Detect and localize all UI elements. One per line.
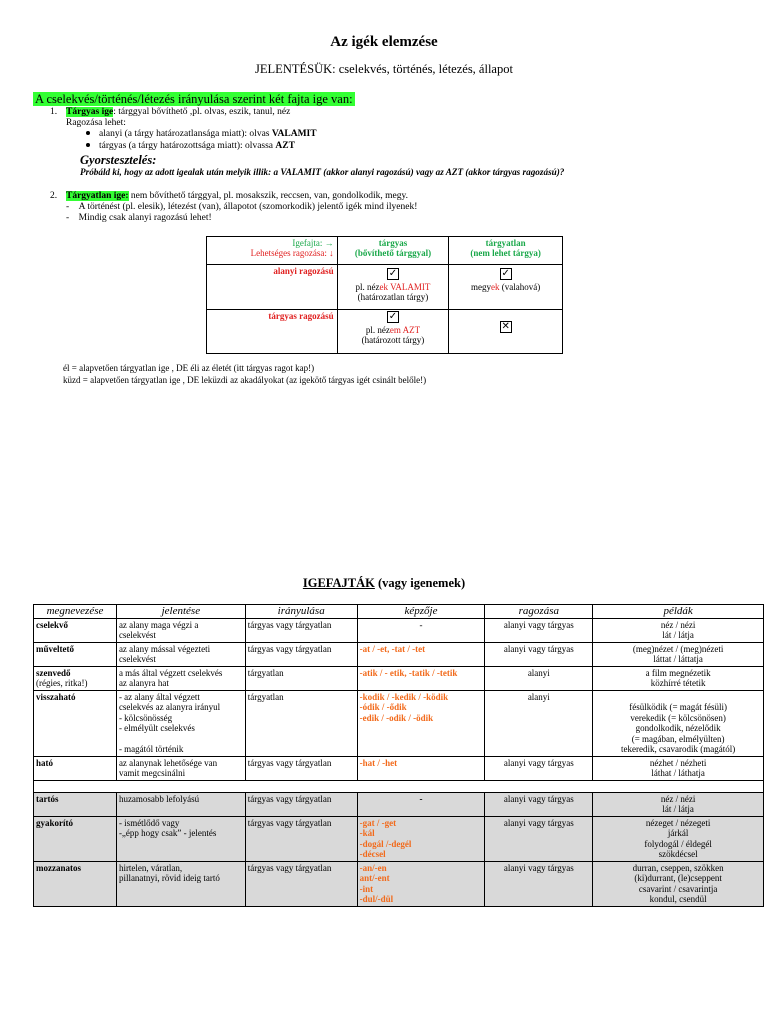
table1-row-alanyi xyxy=(207,265,338,310)
igefajta-jelentes: az alany maga végzi a xyxy=(118,619,199,630)
table1-col1-sub: (bővíthető tárggyal) xyxy=(354,248,432,258)
table1-r2c1-obj: AZT xyxy=(400,325,421,335)
quiz-title: Gyorstesztelés: xyxy=(80,153,157,167)
igefajtak-table xyxy=(33,604,764,907)
table1-cell-targyas-targyas xyxy=(337,310,449,354)
table1-row-targyas xyxy=(207,310,338,354)
table-row xyxy=(34,618,764,642)
igefajta-pelda: nézhet / nézheti xyxy=(649,757,707,768)
igefajta-jelentes: az alanynak lehetősége van xyxy=(118,757,218,768)
table1-cell-alanyi-targyatlan xyxy=(449,265,563,310)
igefajta-ragozas: alanyi vagy tárgyas xyxy=(503,817,574,828)
igefajta-name-cell xyxy=(34,816,117,861)
igefajta-pelda: szökdécsel xyxy=(658,849,698,859)
igefajta-kepzo: -hat / -het xyxy=(359,757,398,768)
igefajta-iranyulas-cell xyxy=(245,792,357,816)
igefajta-jelentes-cell xyxy=(116,642,245,666)
igefajta-kepzo: - xyxy=(419,793,423,804)
igefajta-kepzo-cell xyxy=(357,861,485,906)
igefajta-jelentes: -„épp hogy csak” - jelentés xyxy=(118,828,217,838)
igefajta-kepzo: -int xyxy=(359,883,374,894)
igefajta-jelentes-cell xyxy=(116,792,245,816)
igefajta-pelda xyxy=(595,692,761,703)
igefajta-pelda: durran, cseppen, szökken xyxy=(632,862,724,873)
igefajta-pelda: verekedik (= kölcsönösen) xyxy=(630,712,726,723)
igefajta-peldak-cell xyxy=(593,792,764,816)
igefajta-jelentes: vamit megcsinálni xyxy=(118,768,186,778)
igefajta-pelda: tekeredik, csavarodik (magától) xyxy=(621,744,736,754)
igefajta-peldak-cell xyxy=(593,690,764,756)
table2-header: képzője xyxy=(357,605,485,619)
igefajta-kepzo: - xyxy=(419,619,423,630)
table1-r2c1-suf: em xyxy=(389,325,401,335)
table2-header: ragozása xyxy=(485,605,593,619)
table1-row2-label: tárgyas ragozású xyxy=(268,311,334,321)
igefajtak-title-main: IGEFAJTÁK xyxy=(302,576,375,590)
table1-col2-title: tárgyatlan xyxy=(485,238,526,248)
igefajta-name: ható xyxy=(36,757,54,768)
igefajta-kepzo-cell xyxy=(357,756,485,780)
igefajta-ragozas: alanyi vagy tárgyas xyxy=(503,757,574,768)
table1-r1c2-suf: ek xyxy=(491,282,500,292)
igefajta-name: gyakorító xyxy=(36,817,73,828)
igefajta-jelentes-cell xyxy=(116,666,245,690)
table2-header-row xyxy=(34,605,764,619)
table-row xyxy=(34,756,764,780)
igefajta-pelda: lát / látja xyxy=(662,630,694,640)
igefajta-kepzo-cell xyxy=(357,816,485,861)
igefajta-jelentes-cell xyxy=(116,618,245,642)
item1-rest: : tárggyal bővíthető ,pl. olvas, eszik, tanul, néz xyxy=(113,107,291,117)
igefajta-pelda: gondolkodik, nézelődik xyxy=(635,723,721,733)
igefajta-kepzo: -atik / - etik, -tatik / -tetik xyxy=(359,667,458,678)
igefajta-kepzo: -dogál /-degél xyxy=(359,838,412,849)
item2-label: Tárgyatlan ige: xyxy=(66,191,129,201)
table1-r2c1-pre: pl. néz xyxy=(365,325,390,335)
table2-header: megnevezése xyxy=(34,605,117,619)
igefajta-peldak-cell xyxy=(593,618,764,642)
igefajta-jelentes: pillanatnyi, rövid ideig tartó xyxy=(118,873,220,883)
igefajta-pelda: közhírré tétetik xyxy=(650,678,706,688)
table1-col1-title: tárgyas xyxy=(378,238,408,248)
table1-igefajta: Igefajta: → xyxy=(292,238,334,248)
quiz-text: Próbáld ki, hogy az adott igealak után melyik illik: a VALAMIT (akkor alanyi ragozású) vagy az AZT (akkor tárgyas ragozású)? xyxy=(80,167,565,177)
table-row xyxy=(34,690,764,756)
igefajta-peldak-cell xyxy=(593,666,764,690)
igefajta-ragozas-cell xyxy=(485,690,593,756)
igefajta-pelda: néz / nézi xyxy=(660,619,696,630)
igefajta-jelentes: a más által végzett cselekvés xyxy=(118,667,223,678)
igefajta-ragozas: alanyi vagy tárgyas xyxy=(503,862,574,873)
item1-bullet2-bold: AZT xyxy=(275,141,295,151)
table-row xyxy=(34,666,764,690)
igefajta-kepzo: -kodik / -kedik / -ködik xyxy=(359,691,449,702)
igefajta-iranyulas: tárgyatlan xyxy=(247,667,284,678)
igefajta-ragozas-cell xyxy=(485,618,593,642)
table-row xyxy=(34,816,764,861)
igefajta-peldak-cell xyxy=(593,816,764,861)
checkbox-checked-icon: ✓ xyxy=(388,268,398,279)
igefajta-jelentes: hirtelen, váratlan, xyxy=(118,862,183,873)
igefajta-jelentes: az alany mással végezteti xyxy=(118,643,211,654)
table2-header: jelentése xyxy=(116,605,245,619)
igefajta-ragozas-cell xyxy=(485,861,593,906)
igefajta-iranyulas: tárgyas vagy tárgyatlan xyxy=(247,862,332,873)
igefajta-jelentes: - ismétlődő vagy xyxy=(118,817,180,828)
igefajta-jelentes-cell xyxy=(116,861,245,906)
igefajta-kepzo-cell xyxy=(357,690,485,756)
igefajta-pelda: (meg)nézet / (meg)nézeti xyxy=(632,643,724,654)
igefajta-iranyulas-cell xyxy=(245,690,357,756)
igefajta-jelentes: - az alany által végzett xyxy=(118,691,200,702)
igefajta-pelda: csavarint / csavarintja xyxy=(638,883,718,894)
table-spacer-row xyxy=(34,780,764,792)
igefajta-name-cell xyxy=(34,861,117,906)
igefajta-name-cell xyxy=(34,666,117,690)
table2-header: példák xyxy=(593,605,764,619)
igefajta-iranyulas: tárgyatlan xyxy=(247,691,284,702)
table1-row1-label: alanyi ragozású xyxy=(273,266,334,276)
igefajta-iranyulas: tárgyas vagy tárgyatlan xyxy=(247,643,332,654)
igefajta-jelentes: - elmélyült cselekvés xyxy=(118,723,195,733)
igefajta-iranyulas-cell xyxy=(245,618,357,642)
table1-col-targyas xyxy=(337,237,449,265)
table1-r1c2-note: (valahová) xyxy=(499,282,541,292)
table1-r2c1-note: (határozott tárgy) xyxy=(361,335,425,345)
igefajta-ragozas: alanyi vagy tárgyas xyxy=(503,793,574,804)
igefajta-pelda: (= magában, elmélyülten) xyxy=(631,733,725,744)
igefajta-kepzo: -edik / -odik / -ödik xyxy=(359,712,434,723)
item1-bullet1-bold: VALAMIT xyxy=(271,129,317,139)
igefajta-pelda: nézeget / nézegeti xyxy=(645,817,711,828)
igefajta-iranyulas-cell xyxy=(245,861,357,906)
igefajta-kepzo: ant/-ent xyxy=(359,873,390,883)
table1-corner xyxy=(207,237,338,265)
ragozas-table xyxy=(206,236,563,354)
table1-r1c1-obj: VALAMIT xyxy=(387,282,431,292)
igefajta-peldak-cell xyxy=(593,756,764,780)
igefajta-peldak-cell xyxy=(593,861,764,906)
igefajta-kepzo-cell xyxy=(357,618,485,642)
igefajta-jelentes: - kölcsönösség xyxy=(118,712,173,723)
igefajta-kepzo-cell xyxy=(357,642,485,666)
igefajta-iranyulas: tárgyas vagy tárgyatlan xyxy=(247,757,332,768)
igefajta-jelentes-cell xyxy=(116,690,245,756)
igefajta-kepzo-cell xyxy=(357,666,485,690)
igefajta-jelentes: cselekvést xyxy=(118,630,156,640)
item1-bullet1-text: alanyi (a tárgy határozatlansága miatt): olvas xyxy=(99,129,272,139)
table1-cell-targyas-targyatlan xyxy=(449,310,563,354)
igefajta-kepzo: -at / -et, -tat / -tet xyxy=(359,643,426,654)
igefajta-pelda: láthat / láthatja xyxy=(651,768,705,778)
table-row xyxy=(34,780,764,792)
igefajta-name: szenvedő xyxy=(36,667,71,678)
igefajta-ragozas: alanyi xyxy=(527,667,550,678)
item2-dash1: - A történést (pl. elesik), létezést (van), állapotot (szomorkodik) jelentő igék mind ilyenek! xyxy=(66,202,418,212)
igefajta-iranyulas-cell xyxy=(245,756,357,780)
igefajta-jelentes: huzamosabb lefolyású xyxy=(118,793,200,804)
table1-r1c1-pre: pl. néz xyxy=(355,282,380,292)
igefajta-pelda: néz / nézi xyxy=(660,793,696,804)
table1-col2-sub: (nem lehet tárgya) xyxy=(470,248,541,258)
table2-header: irányulása xyxy=(245,605,357,619)
bullet-icon xyxy=(86,131,90,135)
igefajta-jelentes-cell xyxy=(116,816,245,861)
igefajta-ragozas-cell xyxy=(485,816,593,861)
section-heading: A cselekvés/történés/létezés irányulása szerint két fajta ige van: xyxy=(35,92,353,106)
igefajta-name-cell xyxy=(34,690,117,756)
table-row xyxy=(34,792,764,816)
igefajta-name-note: (régies, ritka!) xyxy=(36,678,88,688)
igefajta-kepzo: -kál xyxy=(359,828,375,838)
table1-r1c2-pre: megy xyxy=(471,282,492,292)
igefajta-pelda: lát / látja xyxy=(662,804,694,814)
igefajta-ragozas-cell xyxy=(485,666,593,690)
igefajta-pelda: kondul, csendül xyxy=(649,894,707,904)
note-el: él = alapvetően tárgyatlan ige , DE éli az életét (itt tárgyas ragot kap!) xyxy=(63,363,315,373)
igefajta-ragozas-cell xyxy=(485,792,593,816)
igefajta-name: mozzanatos xyxy=(36,862,81,873)
igefajta-pelda: járkál xyxy=(667,828,689,838)
page-subtitle: JELENTÉSÜK: cselekvés, történés, létezés, állapot xyxy=(255,62,513,76)
igefajta-iranyulas-cell xyxy=(245,642,357,666)
item1-label: Tárgyas ige xyxy=(66,107,114,117)
igefajta-jelentes: - magától történik xyxy=(118,744,184,754)
note-kuzd: küzd = alapvetően tárgyatlan ige , DE leküzdi az akadályokat (az igekötő tárgyas igét csinált belőle!) xyxy=(63,375,427,385)
igefajta-ragozas-cell xyxy=(485,642,593,666)
igefajtak-title-rest: (vagy igenemek) xyxy=(374,576,466,590)
igefajta-pelda: folydogál / éldegél xyxy=(644,838,712,849)
igefajta-name-cell xyxy=(34,792,117,816)
item1-bullet2-text: tárgyas (a tárgy határozottsága miatt): olvassa xyxy=(99,141,276,151)
igefajta-ragozas-cell xyxy=(485,756,593,780)
item1-bullet1 xyxy=(86,129,317,140)
igefajta-ragozas: alanyi xyxy=(527,691,550,702)
table1-col-targyatlan xyxy=(449,237,563,265)
igefajta-iranyulas: tárgyas vagy tárgyatlan xyxy=(247,793,332,804)
igefajta-name: tartós xyxy=(36,793,59,804)
igefajta-pelda: a film megnézetik xyxy=(645,667,711,678)
igefajta-jelentes: az alanyra hat xyxy=(118,678,169,688)
igefajta-iranyulas-cell xyxy=(245,816,357,861)
igefajta-name-cell xyxy=(34,642,117,666)
igefajta-iranyulas: tárgyas vagy tárgyatlan xyxy=(247,817,332,828)
item1-bullet2 xyxy=(86,141,295,152)
igefajta-jelentes: cselekvést xyxy=(118,654,156,664)
table-row xyxy=(34,642,764,666)
checkbox-checked-icon: ✓ xyxy=(501,268,510,279)
igefajta-kepzo: -ódik / -ődik xyxy=(359,702,407,712)
igefajta-pelda: (ki)durrant, (le)cseppent xyxy=(634,873,722,883)
igefajta-name: visszaható xyxy=(36,691,76,702)
igefajta-kepzo: -décsel xyxy=(359,849,386,859)
igefajta-jelentes xyxy=(119,734,243,745)
igefajta-name-cell xyxy=(34,756,117,780)
igefajta-ragozas: alanyi vagy tárgyas xyxy=(503,619,574,630)
igefajta-name: műveltető xyxy=(36,643,74,654)
table1-cell-alanyi-targyas xyxy=(337,265,449,310)
checkbox-crossed-icon: ✕ xyxy=(501,321,510,332)
item2-dash2: - Mindig csak alanyi ragozású lehet! xyxy=(66,213,212,223)
item2-rest: nem bővíthető tárggyal, pl. mosakszik, reccsen, van, gondolkodik, megy. xyxy=(128,191,408,201)
igefajta-name: cselekvő xyxy=(36,619,68,630)
igefajta-pelda: láttat / láttatja xyxy=(653,654,703,664)
table1-r1c1-suf: ek xyxy=(379,282,388,292)
igefajta-jelentes: cselekvés az alanyra irányul xyxy=(118,702,221,712)
igefajta-kepzo: -an/-en xyxy=(359,862,387,873)
item2-dash1-text: A történést (pl. elesik), létezést (van), állapotot (szomorkodik) jelentő igék mind ilyenek! xyxy=(78,202,418,212)
item1-ragozas: Ragozása lehet: xyxy=(66,118,126,128)
igefajta-pelda: fésülködik (= magát fésüli) xyxy=(629,702,728,712)
igefajta-name-cell xyxy=(34,618,117,642)
igefajta-jelentes-cell xyxy=(116,756,245,780)
igefajtak-title xyxy=(0,576,768,591)
item2-line xyxy=(66,191,408,202)
item1-line xyxy=(66,107,290,118)
igefajta-kepzo-cell xyxy=(357,792,485,816)
table1-r1c1-note: (határozatlan tárgy) xyxy=(357,292,429,302)
igefajta-peldak-cell xyxy=(593,642,764,666)
bullet-icon xyxy=(86,143,90,147)
checkbox-checked-icon: ✓ xyxy=(388,311,398,322)
item2-number: 2. xyxy=(50,191,58,201)
item2-dash2-text: Mindig csak alanyi ragozású lehet! xyxy=(78,213,212,223)
igefajta-ragozas: alanyi vagy tárgyas xyxy=(503,643,574,654)
item1-number: 1. xyxy=(50,107,58,117)
page-title: Az igék elemzése xyxy=(330,34,438,50)
igefajta-iranyulas: tárgyas vagy tárgyatlan xyxy=(247,619,332,630)
table1-lehetseges: Lehetséges ragozása: ↓ xyxy=(250,248,334,258)
igefajta-kepzo: -gat / -get xyxy=(359,817,397,828)
igefajta-iranyulas-cell xyxy=(245,666,357,690)
igefajta-kepzo: -dul/-dül xyxy=(359,894,394,904)
table-row xyxy=(34,861,764,906)
